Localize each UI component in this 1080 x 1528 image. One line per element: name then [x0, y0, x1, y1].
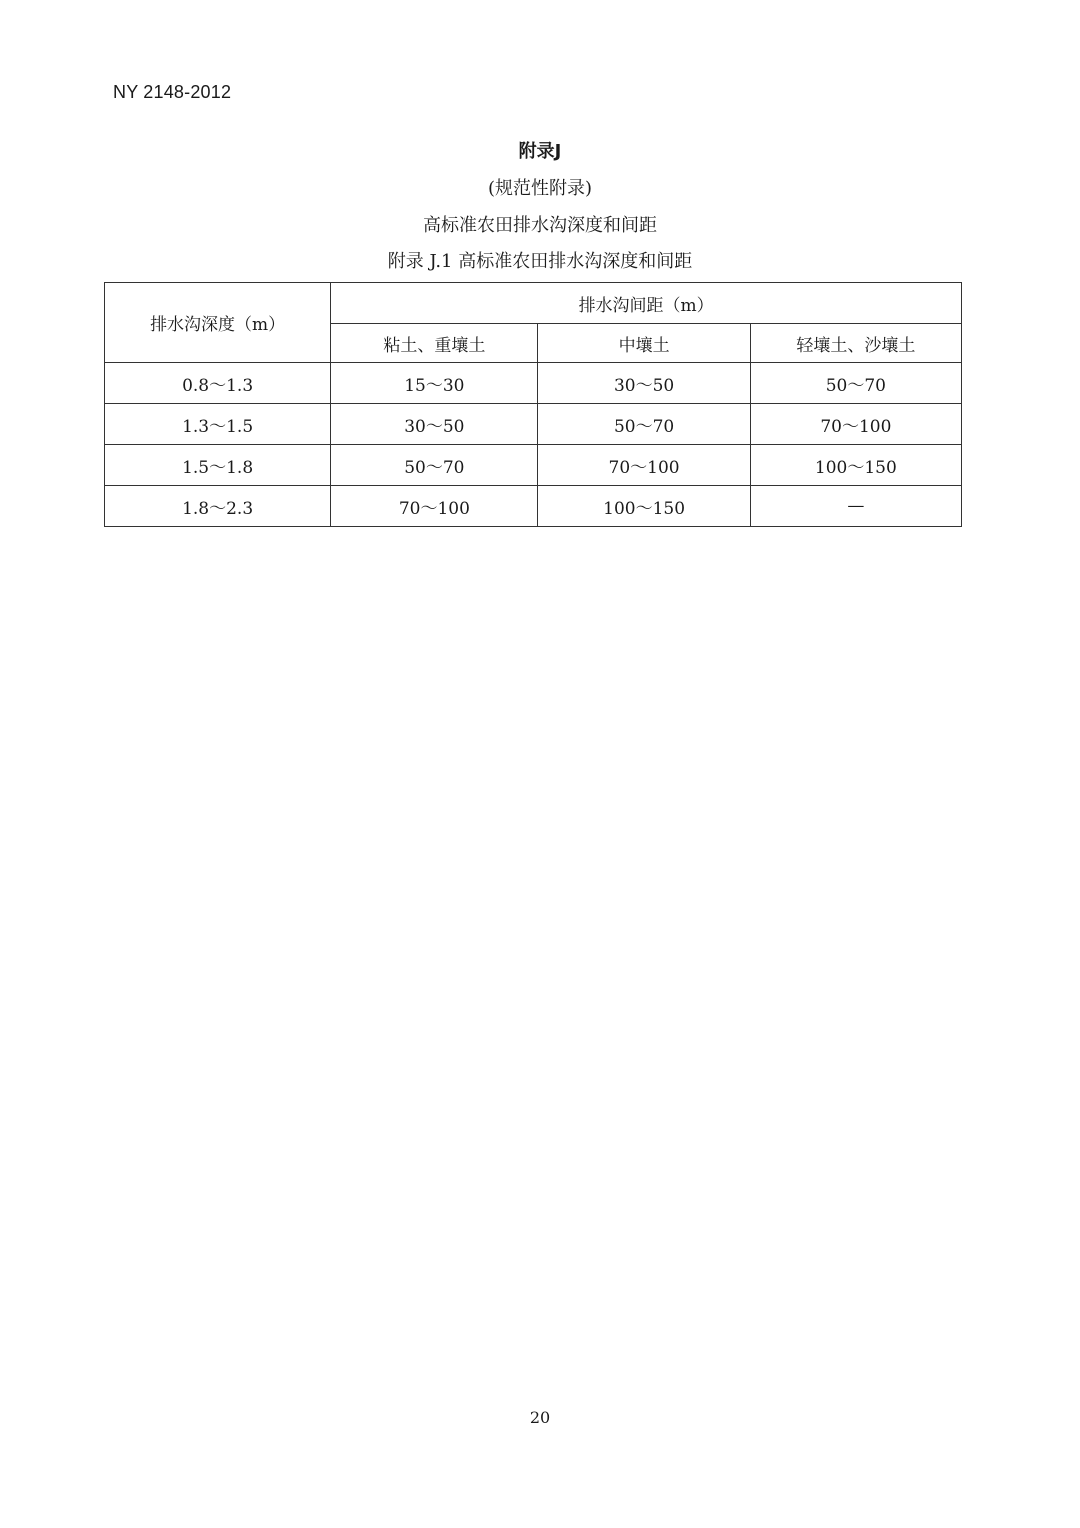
medium-spacing-cell: 30～50: [538, 363, 750, 404]
table-row: [105, 363, 962, 404]
clay-spacing-cell: 50～70: [331, 445, 538, 486]
spacing-group-header: 排水沟间距（m）: [331, 283, 962, 324]
medium-spacing-cell: 50～70: [538, 404, 750, 445]
document-code: NY 2148-2012: [113, 82, 232, 102]
annex-subject: 高标准农田排水沟深度和间距: [423, 215, 657, 236]
medium-spacing-cell: 70～100: [538, 445, 750, 486]
depth-cell: 0.8～1.3: [105, 363, 331, 404]
depth-cell: 1.3～1.5: [105, 404, 331, 445]
light-spacing-cell: 70～100: [750, 404, 961, 445]
page-number: 20: [529, 1408, 551, 1427]
table-row: [105, 404, 962, 445]
annex-type: (规范性附录): [487, 178, 593, 199]
clay-spacing-cell: 15～30: [331, 363, 538, 404]
clay-spacing-cell: 30～50: [331, 404, 538, 445]
table-header-row: [105, 283, 962, 324]
clay-spacing-cell: 70～100: [331, 486, 538, 527]
drainage-table: [104, 282, 962, 527]
soil-header-medium-loam: 中壤土: [538, 324, 750, 363]
table-caption: 附录 J.1 高标准农田排水沟深度和间距: [387, 251, 693, 272]
light-spacing-cell: 100～150: [750, 445, 961, 486]
depth-cell: 1.5～1.8: [105, 445, 331, 486]
light-spacing-cell: —: [750, 486, 961, 527]
table-row: [105, 445, 962, 486]
medium-spacing-cell: 100～150: [538, 486, 750, 527]
table-row: [105, 486, 962, 527]
depth-column-header: 排水沟深度（m）: [105, 283, 331, 363]
light-spacing-cell: 50～70: [750, 363, 961, 404]
depth-cell: 1.8～2.3: [105, 486, 331, 527]
soil-header-light-loam: 轻壤土、沙壤土: [750, 324, 961, 363]
soil-header-clay: 粘土、重壤土: [331, 324, 538, 363]
annex-title: 附录J: [518, 141, 562, 162]
